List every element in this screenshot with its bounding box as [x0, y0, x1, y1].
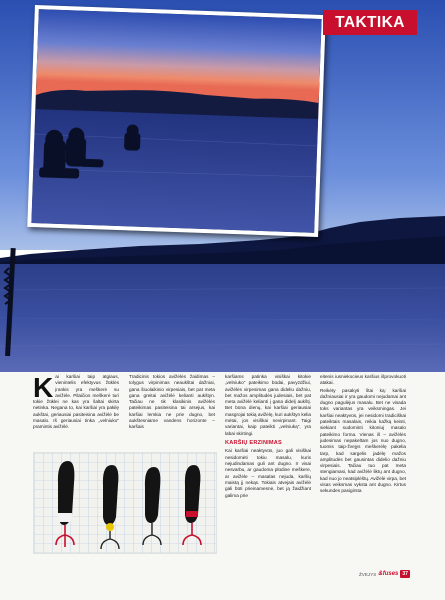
- paragraph: Reikėty pasakyti štai ką: karšiai dažniausiai ir yra gaudomi nejudamai ant dugno pagulėjus masalu. Bet ne visada toks variantas yra veiksmingas. Jei karšiai neaktyvūs, jei nesidomi tradiciškai pateiktais masalais, reikia kažką keisti, siekiant sudominti kitoniuj masalo pateikimo forma. Vienas iš – avižėlės judesimas nepakeltam jos nuo dugno, tuomis taip-žvejys meškerėlę pakelia tarp, kad sargelis jadėlę mažos amplitudės bet gausintas didelio dažniu virpesiais. Tačiau tuo pat meta stengiamasi, kad avižėlė liktų ant dugno, kad nuo jo neatsiplėštų. Avižėlė virpa, bet visas veiksmas vyksta ant dugno. Kirtus sekundes pasigirsta: [320, 387, 406, 494]
- article-column-4: [320, 374, 406, 586]
- paragraph: eitenis iusniekocieus karšius išprovokuoti atakai.: [320, 374, 406, 386]
- section-tag: TAKTIKA: [323, 10, 417, 35]
- article-column-3: [225, 374, 311, 589]
- article-column-1: [33, 374, 119, 454]
- paragraph: Tradicinis tokios avižėlės žaidimas – tolygus virpinimas neaukštai dažniai, gana šiuolaikinio virpesiais, bet pat meta gana greitai avižėlė kelianti aukštyn. Tačiau ne tik klasikinis avižėlės pateikimas pasiteisina tai arsejus, kai karšiai lemkia ne prie dugno, bet aukštesniame vandens horizonte – karšais: [129, 374, 215, 430]
- dropcap: K: [33, 374, 54, 403]
- paragraph-text: ai karšiai taip atgiaus, vienintelis efektyvus žūklės įrankis yra meškerė su avižėle. Pilaičios meškerė turi tokie žūklei ne kas yra šaltai skirta netinka. Negana to, kai karšiai yra pakilę aukštai, geriausiai pasiteisina avižėlė be masalo. Iš geriausiai tinka „velniuko" pramintis avižėlė.: [33, 374, 119, 430]
- magazine-logo: &fuses: [378, 571, 399, 577]
- inset-photo-anglers-at-sunset: [27, 5, 326, 237]
- intro-paragraph: [33, 374, 119, 431]
- paragraph: Kai karšiai neaktyvūs, juo gali visiškai nesidomėti tokiu masalu, kuris nejudindamas guli ant dugno. Ir visai nesvarbu, ar gaudoma plūdine meškere, ar avižėle – masalas nejuda, karšių maistą jį nekąs. Tokiais atvejais avižėlė gali būti prieinamesnė, bet ją žaidžiant galima prie: [225, 448, 311, 498]
- page-number: 37: [402, 571, 408, 577]
- lures-photo: [33, 452, 217, 554]
- paragraph: karšiams patinka visiškai kitokie „velniuko" pateikimo būdai, pavyzdžiui, avižėlės virpesimas gana dideliu dažniu, bet mažos amplitudės judesiais, bet pat meta avižėlė kelianti į gana didelį aukštį. Bet būna dienų, kai karšiai geriausiai masgrojai tokią avižėlę, kuri aukštyn kelia mėtai, jos visiškai nevirpinant. Taigi variantai, kaip pateikti „velniuką", yra labai skirtingi.: [225, 374, 311, 436]
- subheading-karsiu-erzinimas: KARŠIŲ ERZINIMAS: [225, 439, 282, 446]
- page-footer: [359, 568, 410, 580]
- magazine-name: ŽVEJYS: [359, 571, 377, 577]
